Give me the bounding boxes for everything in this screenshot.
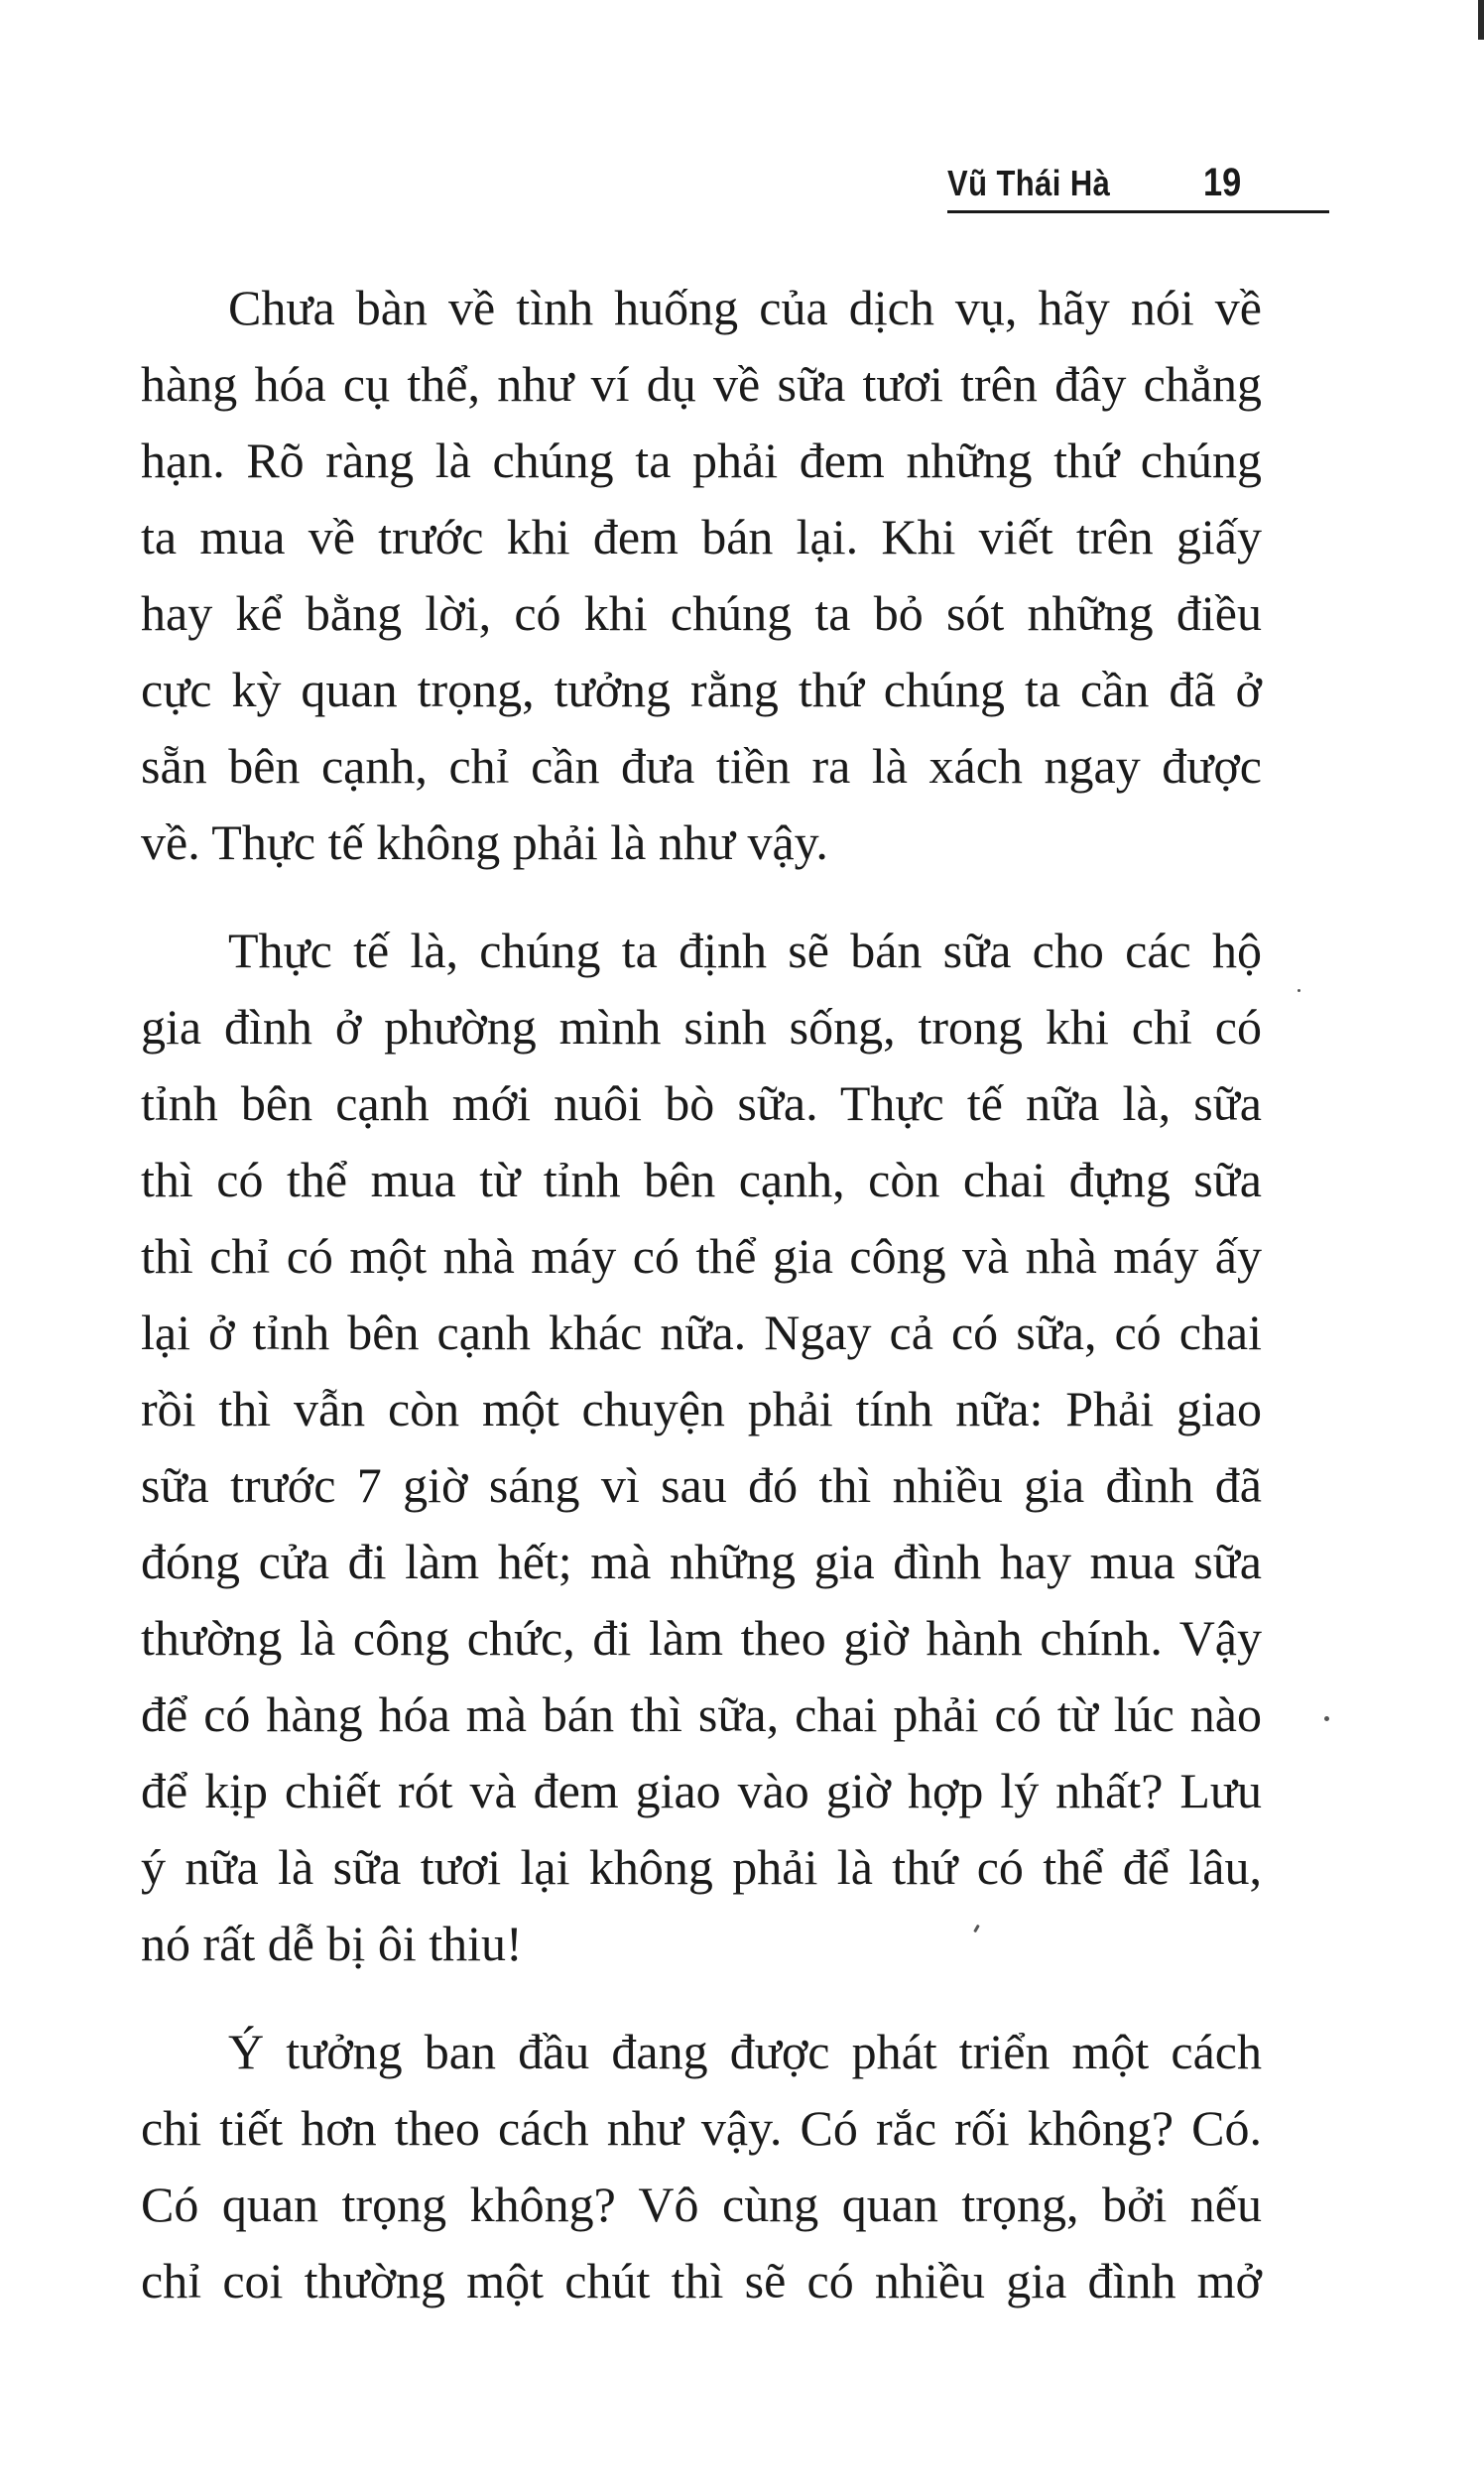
page-number: 19 — [1203, 161, 1242, 204]
body-text — [141, 270, 1262, 2351]
paragraph-1 — [141, 270, 1262, 881]
text-line: hàng hóa cụ thể, như ví dụ về sữa tươi trên đây chẳng — [141, 356, 1262, 412]
header-author: Vũ Thái Hà — [947, 163, 1111, 203]
text-line: về. Thực tế không phải là như vậy. — [141, 814, 828, 870]
text-line: sẵn bên cạnh, chỉ cần đưa tiền ra là xách ngay được — [141, 738, 1262, 794]
text-line: gia đình ở phường mình sinh sống, trong khi chỉ có — [141, 999, 1262, 1055]
text-line: Có quan trọng không? Vô cùng quan trọng, bởi nếu — [141, 2177, 1262, 2232]
text-line: ta mua về trước khi đem bán lại. Khi viết trên giấy — [141, 509, 1262, 564]
text-line: tỉnh bên cạnh mới nuôi bò sữa. Thực tế nữa là, sữa — [141, 1075, 1262, 1131]
text-line: Chưa bàn về tình huống của dịch vụ, hãy nói về — [228, 280, 1262, 335]
text-line: chỉ coi thường một chút thì sẽ có nhiều gia đình mở — [141, 2253, 1262, 2308]
text-line: thường là công chức, đi làm theo giờ hành chính. Vậy — [141, 1610, 1262, 1666]
text-line: thì chỉ có một nhà máy có thể gia công và nhà máy ấy — [141, 1228, 1262, 1284]
page-edge-mark — [1478, 0, 1484, 40]
text-line: hay kể bằng lời, có khi chúng ta bỏ sót những điều — [141, 585, 1262, 641]
text-line: thì có thể mua từ tỉnh bên cạnh, còn chai đựng sữa — [141, 1152, 1262, 1207]
text-line: sữa trước 7 giờ sáng vì sau đó thì nhiều gia đình đã — [141, 1457, 1262, 1513]
paragraph-2 — [141, 913, 1262, 1982]
text-line: để có hàng hóa mà bán thì sữa, chai phải có từ lúc nào — [141, 1686, 1262, 1742]
text-line: rồi thì vẫn còn một chuyện phải tính nữa: Phải giao — [141, 1381, 1262, 1436]
text-line: đóng cửa đi làm hết; mà những gia đình hay mua sữa — [141, 1534, 1262, 1589]
text-line: ý nữa là sữa tươi lại không phải là thứ có thể để lâu, — [141, 1839, 1262, 1895]
scan-speck — [1324, 1716, 1329, 1721]
scan-speck — [1298, 989, 1300, 992]
text-line: nó rất dễ bị ôi thiu! — [141, 1916, 523, 1971]
text-line: hạn. Rõ ràng là chúng ta phải đem những thứ chúng — [141, 433, 1262, 488]
text-line: để kịp chiết rót và đem giao vào giờ hợp lý nhất? Lưu — [141, 1763, 1262, 1818]
paragraph-3 — [141, 2014, 1262, 2319]
text-line: cực kỳ quan trọng, tưởng rằng thứ chúng ta cần đã ở — [141, 662, 1262, 717]
text-line: Ý tưởng ban đầu đang được phát triển một cách — [228, 2024, 1262, 2079]
running-header — [947, 159, 1329, 213]
text-line: Thực tế là, chúng ta định sẽ bán sữa cho các hộ — [228, 923, 1262, 978]
text-line: lại ở tỉnh bên cạnh khác nữa. Ngay cả có sữa, có chai — [141, 1305, 1262, 1360]
text-line: chi tiết hơn theo cách như vậy. Có rắc rối không? Có. — [141, 2100, 1262, 2156]
